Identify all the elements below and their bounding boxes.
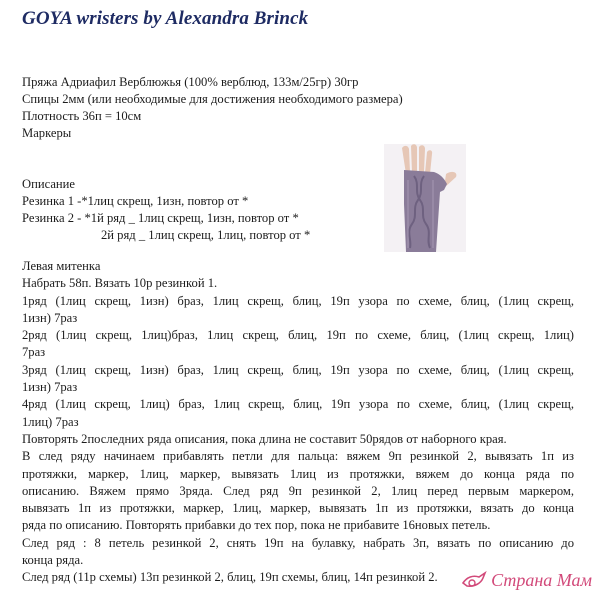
site-watermark	[461, 569, 592, 591]
rib-1: Резинка 1 -*1лиц скрещ, 1изн, повтор от *	[22, 194, 249, 208]
instruction-line: вывязать 1п из протяжки, маркер, 1лиц, маркер, вывязать 1п из протяжки, вязать до конца	[22, 501, 574, 516]
instruction-line: След ряд (11р схемы) 13п резинкой 2, блиц, 19п схемы, блиц, 14п резинкой 2.	[22, 570, 438, 585]
instruction-line: конца ряда.	[22, 553, 84, 568]
materials-yarn: Пряжа Адриафил Верблюжья (100% верблюд, 133м/25гр) 30гр	[22, 75, 359, 89]
left-mitten-heading: Левая митенка	[22, 259, 101, 273]
instruction-line: 2ряд (1лиц скрещ, 1лиц)браз, 1лиц скрещ, блиц, 19п по схеме, блиц, (1лиц скрещ, 1лиц)	[22, 328, 574, 343]
instruction-line: протяжки, маркер, 1лиц, маркер, вывязать 1лиц из протяжки, вяжем до конца ряда по	[22, 466, 574, 481]
instruction-line: В след ряду начинаем прибавлять петли для пальца: вяжем 9п резинкой 2, вывязать 1п из	[22, 449, 574, 464]
stork-icon	[461, 569, 487, 591]
instruction-line: 1изн) 7раз	[22, 380, 78, 395]
instruction-line: 4ряд (1лиц скрещ, 1лиц) браз, 1лиц скрещ, блиц, 19п узора по схеме, блиц, (1лиц скрещ,	[22, 397, 574, 412]
materials-gauge: Плотность 36п = 10см	[22, 109, 142, 123]
rib-2-row-2: 2й ряд _ 1лиц скрещ, 1лиц, повтор от *	[101, 228, 311, 242]
instruction-line: Повторять 2последних ряда описания, пока длина не составит 50рядов от наборного края.	[22, 431, 507, 446]
instruction-line: 1изн) 7раз	[22, 310, 78, 325]
document-title: GOYA wristers by Alexandra Brinck	[22, 8, 309, 29]
instruction-line: 1лиц) 7раз	[22, 414, 79, 429]
instruction-line: 7раз	[22, 345, 46, 360]
instruction-line: 1ряд (1лиц скрещ, 1изн) браз, 1лиц скрещ, блиц, 19п узора по схеме, блиц, (1лиц скрещ,	[22, 293, 574, 308]
instruction-line: 3ряд (1лиц скрещ, 1изн) браз, 1лиц скрещ, блиц, 19п узора по схеме, блиц, (1лиц скрещ,	[22, 362, 574, 377]
wrister-photo	[384, 144, 466, 252]
watermark-text: Страна Мам	[491, 569, 592, 590]
instruction-line: ряда по описанию. Повторять прибавки до тех пор, пока не прибавите 16новых петель.	[22, 518, 491, 533]
rib-2-row-1: Резинка 2 - *1й ряд _ 1лиц скрещ, 1изн, повтор от *	[22, 211, 299, 225]
description-heading: Описание	[22, 177, 75, 191]
instruction-line: Набрать 58п. Вязать 10р резинкой 1.	[22, 276, 218, 291]
instruction-line: описанию. Вяжем прямо 3ряда. След ряд 9п резинкой 2, 1лиц перед первым маркером,	[22, 483, 574, 498]
materials-needles: Спицы 2мм (или необходимые для достижения необходимого размера)	[22, 92, 403, 106]
materials-markers: Маркеры	[22, 126, 72, 140]
left-mitten-section	[22, 258, 574, 587]
instruction-line: След ряд : 8 петель резинкой 2, снять 19п на булавку, набрать 3п, вязать по описанию до	[22, 535, 574, 550]
